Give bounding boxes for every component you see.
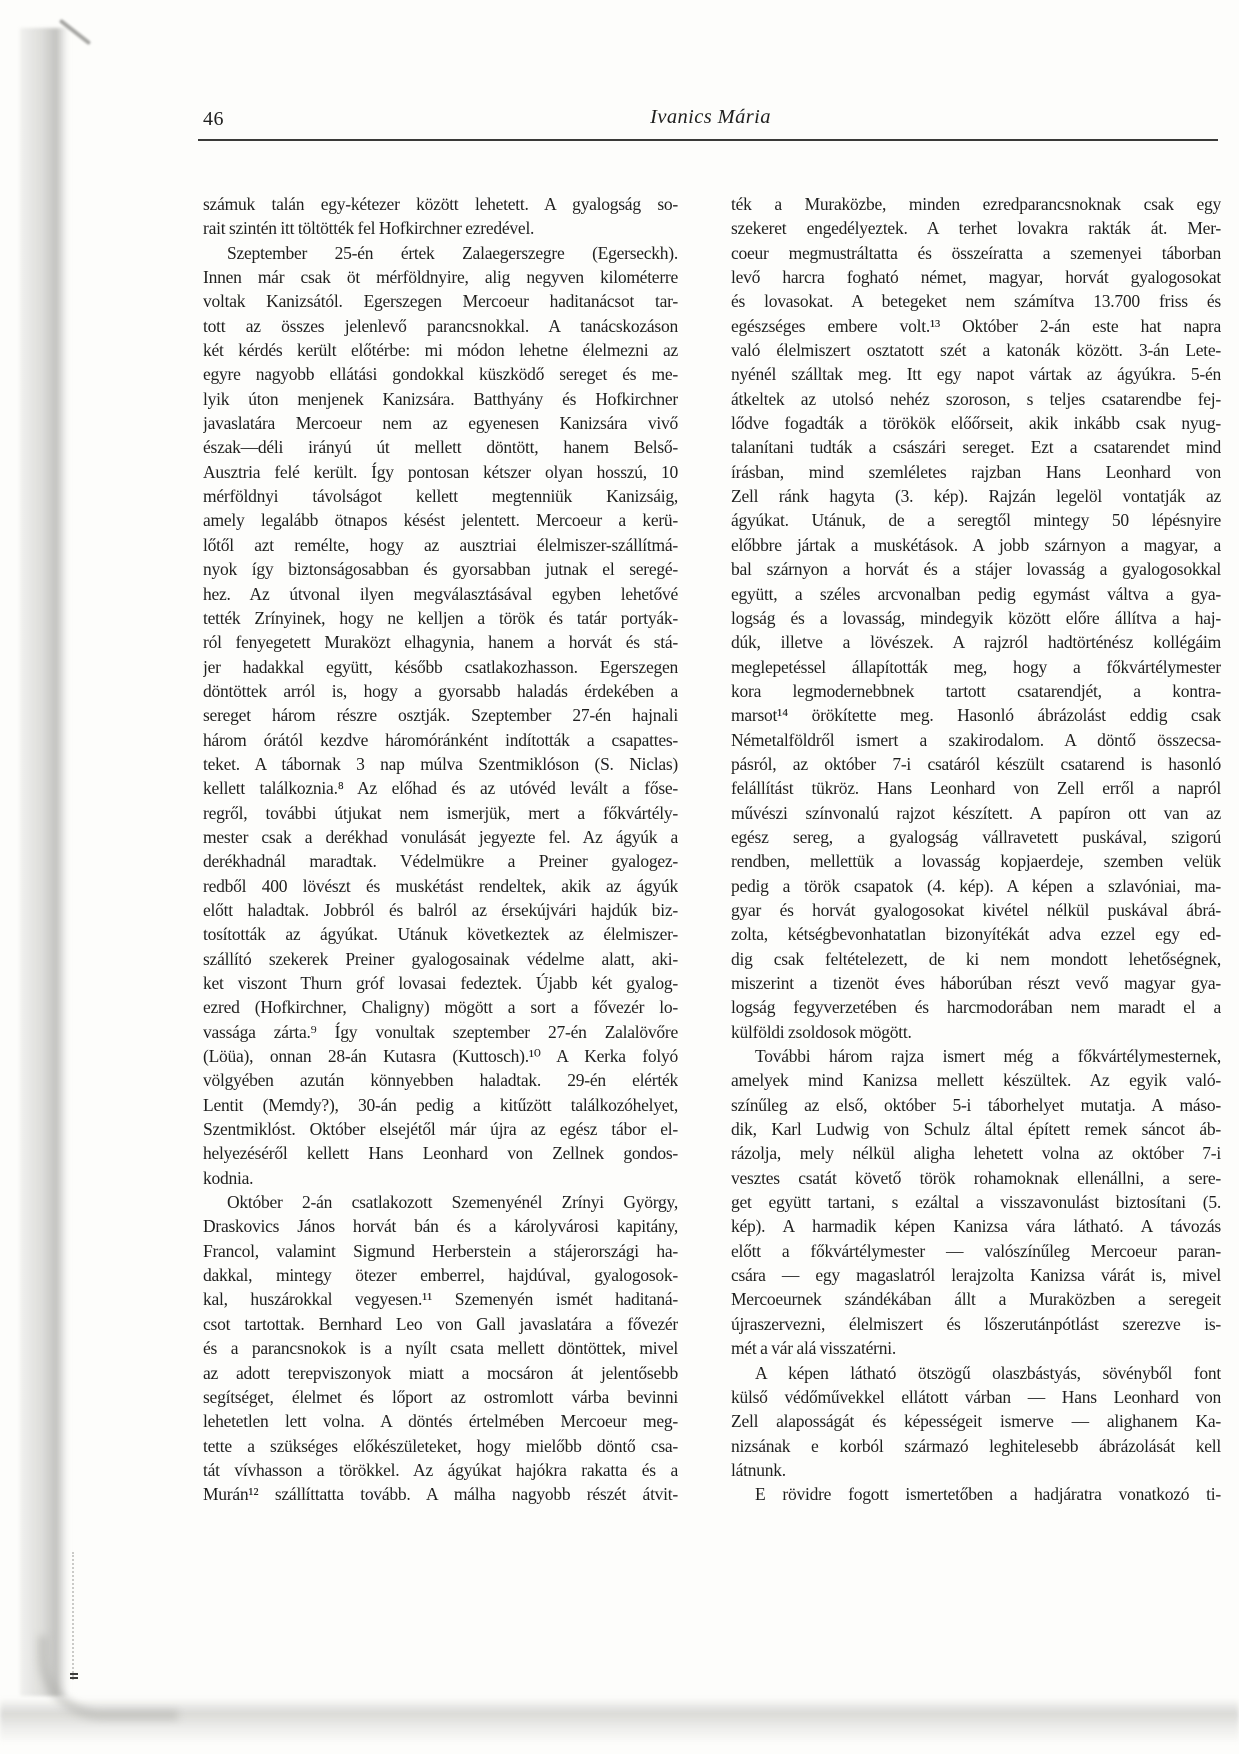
text-line: meglepetéssel állapították meg, hogy a főkvártélymester xyxy=(731,656,1221,677)
scan-gutter-dotted-line xyxy=(72,1552,74,1680)
text-line: mérföldnyi távolságot kellett megtenniük Kanizsáig, xyxy=(203,486,678,507)
text-line: művészi színvonalú rajzot készített. A papíron ott van az xyxy=(731,802,1221,823)
text-line: újraszervezni, élelmiszert és lőszerutánpótlást szerezve is- xyxy=(731,1313,1221,1334)
text-line: kal, huszárokkal vegyesen.¹¹ Szemenyén ismét haditaná- xyxy=(203,1289,678,1310)
text-line: előtt haladtak. Jobbról és balról az érsekújvári hajdúk biz- xyxy=(203,899,678,920)
text-line: Murán¹² szállíttatta tovább. A málha nagyobb részét átvit- xyxy=(203,1484,678,1505)
running-header-author: Ivanics Mária xyxy=(650,106,771,128)
text-line: tott az összes jelenlevő parancsnokkal. A tanácskozáson xyxy=(203,315,678,336)
paragraph xyxy=(731,1044,1221,1360)
text-line: nizsának e korból származó leghitelesebb ábrázolását kell xyxy=(731,1435,1221,1456)
text-line: tették Zrínyinek, hogy ne kelljen a török és tatár portyák- xyxy=(203,607,678,628)
scan-shadow-left-edge xyxy=(20,28,70,1696)
text-line: két kérdés került előtérbe: mi módon lehetne élelmezni az xyxy=(203,340,678,361)
text-line: és lovasokat. A betegeket nem számítva 13.700 friss és xyxy=(731,291,1221,312)
text-line: (Löüa), onnan 28-án Kutasra (Kuttosch).¹⁰ A Kerka folyó xyxy=(203,1046,678,1067)
text-line: hez. Az útvonal ilyen megválasztásával egyben lehetővé xyxy=(203,583,678,604)
article-text-columns xyxy=(203,192,1221,1507)
text-line: lődve fogadták a törökök előőrseit, akik inkább csak nyug- xyxy=(731,413,1221,434)
text-line: átkeltek az utolsó nehéz szoroson, s teljes csatarendbe fej- xyxy=(731,388,1221,409)
paragraph xyxy=(203,192,678,241)
text-line: külső védőművekkel ellátott várban — Hans Leonhard von xyxy=(731,1386,1221,1407)
text-line: nyénél szálltak meg. Itt egy napot vártak az ágyúkra. 5-én xyxy=(731,364,1221,385)
text-line: számuk talán egy-kétezer között lehetett. A gyalogság so- xyxy=(203,194,678,214)
text-line: A képen látható ötszögű olaszbástyás, sövényből font xyxy=(755,1362,1221,1383)
text-line: Lentit (Memdy?), 30-án pedig a kitűzött találkozóhelyet, xyxy=(203,1094,678,1115)
text-line: rendben, mellettük a lovasság kopjaerdeje, szemben velük xyxy=(731,851,1221,872)
text-line: sereget három részre osztják. Szeptember 27-én hajnali xyxy=(203,705,678,726)
text-line: völgyében azután könnyebben haladtak. 29-én elérték xyxy=(203,1070,678,1091)
paragraph xyxy=(731,192,1221,1044)
text-line: miszerint a tizenöt éves háborúban részt vevő magyar gya- xyxy=(731,973,1221,993)
text-line: További három rajza ismert még a főkvártélymesternek, xyxy=(755,1046,1221,1067)
text-line: segítséget, élelmet és lőport az ostromlott várba bevinni xyxy=(203,1386,678,1407)
text-line: való élelmiszert osztatott szét a katonák között. 3-án Lete- xyxy=(731,340,1221,361)
text-line: szállító szekerek Preiner gyalogosainak védelme alatt, aki- xyxy=(203,948,678,969)
text-line: get együtt tartani, s ezáltal a visszavonulást biztosítani (5. xyxy=(731,1192,1221,1213)
text-line: színűleg az első, október 5-i táborhelyet mutatja. A máso- xyxy=(731,1094,1221,1115)
text-line: mester csak a derékhad vonulását jegyezte fel. Az ágyúk a xyxy=(203,826,678,847)
text-line: Draskovics János horvát bán és a károlyvárosi kapitány, xyxy=(203,1216,678,1237)
text-line: mét a vár alá visszatérni. xyxy=(731,1338,896,1359)
text-line: egész sereg, a gyalogság vállravetett puskával, szigorú xyxy=(731,826,1221,847)
text-line: javaslatára Mercoeur nem az egyenesen Kanizsára vivő xyxy=(203,413,678,434)
text-line: együtt, a széles arcvonalban pedig egymást váltva a gya- xyxy=(731,583,1221,604)
text-line: írásban, mind szemléletes rajzban Hans Leonhard von xyxy=(731,461,1221,482)
text-line: Szentmiklóst. Október elsejétől már újra az egész tábor el- xyxy=(203,1119,678,1140)
text-line: dúk, illetve a lövészek. A rajzról hadtörténész kollégáim xyxy=(731,632,1221,653)
text-line: lőtől azt remélte, hogy az ausztriai élelmiszer-szállítmá- xyxy=(203,534,678,555)
paragraph xyxy=(203,241,678,1190)
text-line: döntöttek arról is, hogy a gyorsabb haladás érdekében a xyxy=(203,680,678,701)
text-line: előtt a főkvártélymester — valószínűleg Mercoeur paran- xyxy=(731,1240,1221,1261)
text-line: dik, Karl Ludwig von Schulz által épített remek sáncot áb- xyxy=(731,1119,1221,1140)
text-line: szekeret engedélyeztek. A terhet lovakra rakták át. Mer- xyxy=(731,218,1221,239)
text-line: dig csak feltételezett, de ki nem mondott lehetőségnek, xyxy=(731,948,1221,969)
text-line: felállítást tükröz. Hans Leonhard von Zell erről a napról xyxy=(731,778,1221,799)
paragraph xyxy=(203,1190,678,1506)
text-line: lehetetlen lett volna. A döntés értelmében Mercoeur meg- xyxy=(203,1411,678,1432)
text-line: regről, további útjukat nem ismerjük, mert a főkvártély- xyxy=(203,802,678,823)
text-line: rázolja, mely nélkül aligha lehetett volna az október 7-i xyxy=(731,1143,1221,1164)
text-line: bal szárnyon a horvát és a stájer lovasság a gyalogosokkal xyxy=(731,559,1221,580)
scan-ink-speck xyxy=(70,1673,78,1681)
text-line: egészséges embere volt.¹³ Október 2-án este hat napra xyxy=(731,315,1221,336)
text-line: az adott terepviszonyok miatt a mocsáron át jelentősebb xyxy=(203,1362,678,1383)
text-line: helyezéséről kellett Hans Leonhard von Zellnek gondos- xyxy=(203,1143,678,1164)
text-line: tát vívhasson a törökkel. Az ágyúkat hajókra rakatta és a xyxy=(203,1459,678,1480)
text-line: tosították az ágyúkat. Utánuk következtek az élelmiszer- xyxy=(203,924,678,945)
scan-shadow-bottom-edge xyxy=(0,1698,1239,1742)
text-line: ket viszont Thurn gróf lovasai fedeztek. Újabb két gyalog- xyxy=(203,973,678,993)
text-line: lyik úton menjenek Kanizsára. Batthyány és Hofkirchner xyxy=(203,388,678,409)
header-rule xyxy=(198,139,1218,141)
text-line: Zell ránk hagyta (3. kép). Rajzán legelöl vontatják az xyxy=(731,486,1221,507)
text-line: coeur megmustráltatta és összeíratta a szemenyei táborban xyxy=(731,242,1221,263)
text-line: vassága zárta.⁹ Így vonultak szeptember 27-én Zalalövőre xyxy=(203,1021,678,1042)
text-line: teket. A tábornak 3 nap múlva Szentmiklóson (S. Niclas) xyxy=(203,753,678,774)
paragraph xyxy=(731,1361,1221,1483)
text-line: és a parancsnokok is a nyílt csata mellett döntöttek, mivel xyxy=(203,1338,678,1359)
text-line: marsot¹⁴ örökítette meg. Hasonló ábrázolást eddig csak xyxy=(731,705,1221,726)
text-line: Innen már csak öt mérföldnyire, alig negyven kilométerre xyxy=(203,267,678,288)
text-line: Francol, valamint Sigmund Herberstein a stájerországi ha- xyxy=(203,1240,678,1261)
text-line: logság és a lovasság, mindegyik között előre állítva a haj- xyxy=(731,607,1221,628)
text-line: kellett találkoznia.⁸ Az előhad és az utóvéd levált a főse- xyxy=(203,778,678,799)
text-line: Németalföldről ismert a szakirodalom. A döntő összecsa- xyxy=(731,729,1221,750)
text-line: előbbre jártak a muskétások. A jobb szárnyon a magyar, a xyxy=(731,534,1221,555)
text-line: csot tartottak. Bernhard Leo von Gall javaslatára a fővezér xyxy=(203,1313,678,1334)
text-line: Szeptember 25-én értek Zalaegerszegre (Egerseckh). xyxy=(227,242,678,263)
text-line: gyar és horvát gyalogosokat kivétel nélkül puskával ábrá- xyxy=(731,899,1221,920)
text-line: csára — egy magaslatról lerajzolta Kanizsa várát is, mivel xyxy=(731,1265,1221,1286)
text-line: vesztes csatát követő török rohamoknak ellenállni, a sere- xyxy=(731,1167,1221,1188)
text-line: három órától kezdve háromóránként indították a csapattes- xyxy=(203,729,678,750)
text-column-left xyxy=(203,192,678,1507)
text-line: jer hadakkal együtt, később csatlakozhasson. Egerszegen xyxy=(203,656,678,677)
text-line: voltak Kanizsától. Egerszegen Mercoeur haditanácsot tar- xyxy=(203,291,678,312)
text-line: ezred (Hofkirchner, Chaligny) mögött a sort a fővezér lo- xyxy=(203,997,678,1018)
text-line: Zell alaposságát és képességeit ismerve — alighanem Ka- xyxy=(731,1411,1221,1432)
text-line: nyok így biztonságosabban és gyorsabban jutnak el seregé- xyxy=(203,559,678,580)
text-line: E rövidre fogott ismertetőben a hadjáratra vonatkozó ti- xyxy=(755,1484,1221,1505)
text-line: ték a Muraközbe, minden ezredparancsnoknak csak egy xyxy=(731,194,1221,214)
text-line: talanítani tudták a császári sereget. Ezt a csatarendet mind xyxy=(731,437,1221,458)
text-line: pásról, az október 7-i csatáról készült csatarend is hasonló xyxy=(731,753,1221,774)
text-line: Ausztria felé került. Így pontosan kétszer olyan hosszú, 10 xyxy=(203,461,678,482)
paragraph xyxy=(731,1482,1221,1506)
text-line: kodnia. xyxy=(203,1167,254,1188)
text-line: ról fenyegetett Muraközt elhagynia, hanem a horvát és stá- xyxy=(203,632,678,653)
text-line: redből 400 lövészt és muskétást rendeltek, akik az ágyúk xyxy=(203,875,678,896)
text-line: dakkal, mintegy ötezer emberrel, hajdúval, gyalogosok- xyxy=(203,1265,678,1286)
text-line: kora legmodernebbnek tartott csatarendjét, a kontra- xyxy=(731,680,1221,701)
text-line: amelyek mind Kanizsa mellett készültek. Az egyik való- xyxy=(731,1070,1221,1091)
text-line: Mercoeurnek szándékában állt a Muraközben a seregeit xyxy=(731,1289,1221,1310)
text-line: ágyúkat. Utánuk, de a seregtől mintegy 50 lépésnyire xyxy=(731,510,1221,531)
text-line: tette a szükséges előkészületeket, hogy mielőbb döntő csa- xyxy=(203,1435,678,1456)
text-column-right xyxy=(731,192,1221,1507)
text-line: kép). A harmadik képen Kanizsa vára látható. A távozás xyxy=(731,1216,1221,1237)
text-line: Október 2-án csatlakozott Szemenyénél Zrínyi György, xyxy=(227,1192,678,1213)
text-line: pedig a török csapatok (4. kép). A képen a szlavóniai, ma- xyxy=(731,875,1221,896)
text-line: észak—déli irányú út mellett döntött, hanem Belső- xyxy=(203,437,678,458)
text-line: derékhadnál maradtak. Védelmükre a Preiner gyalogez- xyxy=(203,851,678,872)
text-line: rait szintén itt töltötték fel Hofkirchner ezredével. xyxy=(203,218,535,239)
text-line: egyre nagyobb ellátási gondokkal küszködő sereget és me- xyxy=(203,364,678,385)
text-line: zolta, kétségbevonhatatlan bizonyítékát adva ezzel egy ed- xyxy=(731,924,1221,945)
text-line: külföldi zsoldosok mögött. xyxy=(731,1021,912,1042)
text-line: levő harcra fogható német, magyar, horvát gyalogosokat xyxy=(731,267,1221,288)
text-line: látnunk. xyxy=(731,1459,786,1480)
text-line: logság fegyverzetében és harcmodorában nem maradt el a xyxy=(731,997,1221,1018)
text-line: amely legalább ötnapos késést jelentett. Mercoeur a kerü- xyxy=(203,510,678,531)
page-number: 46 xyxy=(203,108,224,130)
